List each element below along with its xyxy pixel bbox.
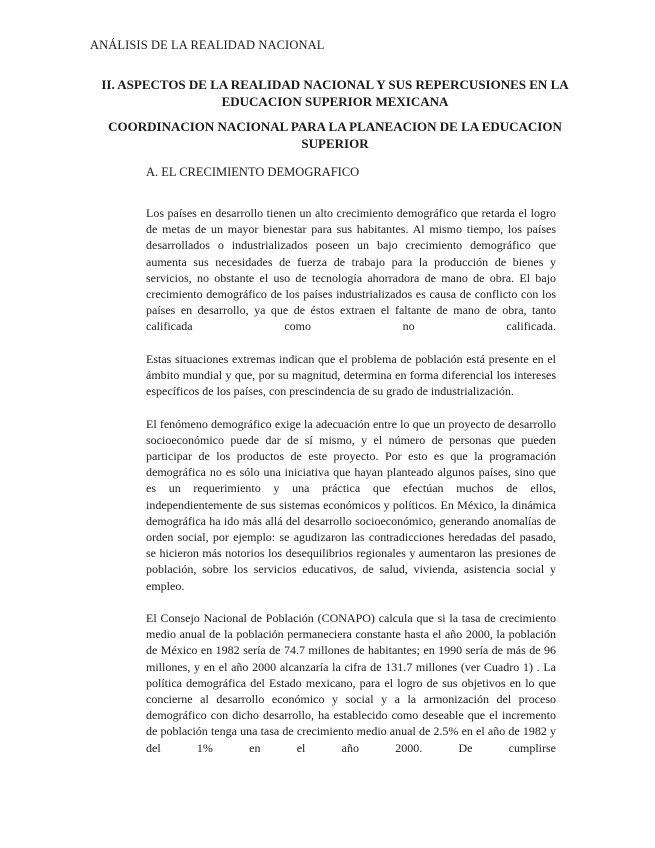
body-text — [146, 205, 556, 772]
running-header: ANÁLISIS DE LA REALIDAD NACIONAL — [90, 38, 325, 52]
organization-heading: COORDINACION NACIONAL PARA LA PLANEACION DE LA EDUCACION SUPERIOR — [108, 119, 562, 151]
section-title: A. EL CRECIMIENTO DEMOGRAFICO — [146, 165, 360, 179]
paragraph-1: Los países en desarrollo tienen un alto crecimiento demográfico que retarda el logro de metas de un mayor bienestar para sus habitantes. Al mismo tiempo, los países desarrollados o industrializados poseen un bajo crecimiento demográfico que aumenta sus necesidades de fuerza de trabajo para la producción de bienes y servicios, no obstante el uso de tecnología ahorradora de mano de obra. El bajo crecimiento demográfico de los países industrializados es causa de conflicto con los países en desarrollo, ya que de éstos extraen el faltante de mano de obra, tanto calificada como no calificada. — [146, 206, 556, 334]
paragraph-2: Estas situaciones extremas indican que el problema de población está presente en el ámbito mundial y que, por su magnitud, determina en forma diferencial los intereses específicos de los países, con prescindencia de su grado de industrialización. — [146, 351, 556, 399]
paragraph-3: El fenómeno demográfico exige la adecuación entre lo que un proyecto de desarrollo socioeconómico puede dar de sí mismo, y el número de personas que pueden participar de los productos de este proyecto. Por esto es que la programación demográfica no es sólo una iniciativa que hayan planteado algunos países, sino que es un requerimiento y una práctica que efectúan muchos de ellos, independientemente de sus sistemas económicos y políticos. En México, la dinámica demográfica ha ido más allá del desarrollo socioeconómico, generando anomalías de orden social, por ejemplo: se agudizaron las contradicciones heredadas del pasado, se hicieron más notorios los desequilibrios regionales y aumentaron las presiones de población, sobre los servicios educativos, de salud, vivienda, asistencia social y empleo. — [146, 416, 556, 593]
paragraph-4: El Consejo Nacional de Población (CONAPO) calcula que si la tasa de crecimiento medio anual de la población permaneciera constante hasta el año 2000, la población de México en 1982 sería de 74.7 millones de habitantes; en 1990 sería de más de 96 millones, y en el año 2000 alcanzaría la cifra de 131.7 millones (ver Cuadro 1) . La política demográfica del Estado mexicano, para el logro de sus objetivos en lo que concierne al desarrollo económico y social y a la armonización del proceso demográfico con dicho desarrollo, ha establecido como deseable que el incremento de población tenga una tasa de crecimiento medio anual de 2.5% en el año de 1982 y del 1% en el año 2000. De cumplirse — [146, 611, 556, 755]
chapter-heading: II. ASPECTOS DE LA REALIDAD NACIONAL Y SUS REPERCUSIONES EN LA EDUCACION SUPERIOR MEXICANA — [101, 77, 569, 109]
